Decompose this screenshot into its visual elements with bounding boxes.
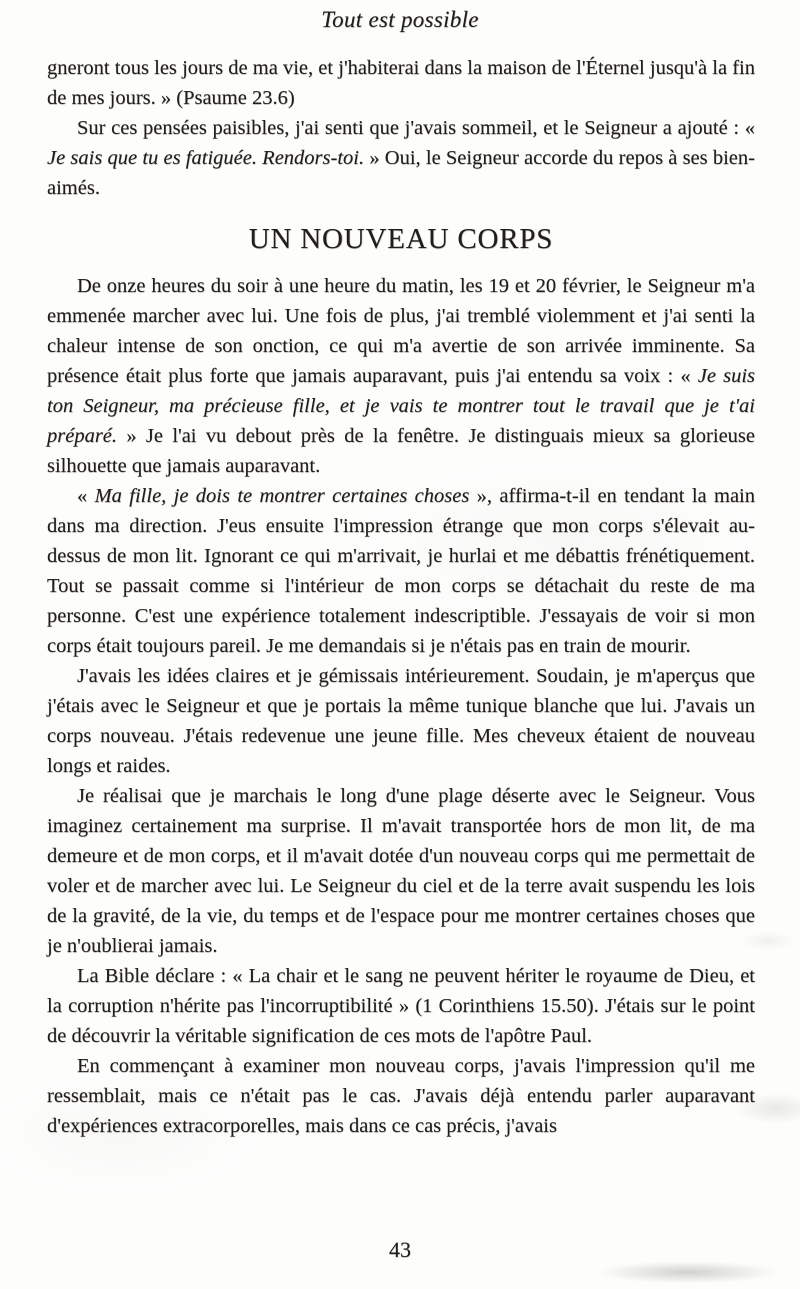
section-heading: UN NOUVEAU CORPS (248, 223, 554, 255)
text-run: Je sais que tu es fatiguée. Rendors-toi. (47, 147, 365, 169)
paragraph (47, 961, 755, 1051)
text-run: » Oui, le Seigneur accorde du repos à ses bien-aimés. (47, 147, 755, 199)
text-run: Ma fille, je dois te montrer certaines choses (94, 485, 470, 507)
paragraph (47, 113, 755, 203)
page-number: 43 (389, 1237, 411, 1262)
body-text (47, 53, 755, 1141)
text-run: J'avais les idées claires et je gémissais intérieurement. Soudain, je m'aperçus que j'étais avec le Seigneur et que je portais la même tunique blanche que lui. J'avais un corps nouveau. J'étais redevenue une jeune fille. Mes cheveux étaient de nouveau longs et raides. (47, 665, 755, 777)
text-run: », affirma-t-il en tendant la main dans ma direction. J'eus ensuite l'impression étrange que mon corps s'élevait au-dessus de mon lit. Ignorant ce qui m'arrivait, je hurlai et me débattis frénétiquement. Tout se passait comme si l'intérieur de mon corps se détachait du reste de ma personne. C'est une expérience totalement indescriptible. J'essayais de voir si mon corps était toujours pareil. Je me demandais si je n'étais pas en train de mourir. (47, 485, 755, 657)
text-run: En commençant à examiner mon nouveau corps, j'avais l'impression qu'il me ressemblait, mais ce n'était pas le cas. J'avais déjà entendu parler auparavant d'expériences extracorporelles, mais dans ce cas précis, j'avais (47, 1055, 755, 1137)
text-run: La Bible déclare : « La chair et le sang ne peuvent hériter le royaume de Dieu, et la corruption n'hérite pas l'incorruptibilité » (1 Corinthiens 15.50). J'étais sur le point de découvrir la véritable signification de ces mots de l'apôtre Paul. (47, 965, 755, 1047)
text-run: » Je l'ai vu debout près de la fenêtre. Je distinguais mieux sa glorieuse silhouette que jamais auparavant. (47, 425, 755, 477)
text-run: Je suis ton Seigneur, ma précieuse fille, et je vais te montrer tout le travail que je t'ai préparé. (47, 365, 755, 447)
paragraph (47, 661, 755, 781)
paragraph (47, 481, 755, 661)
running-header: Tout est possible (321, 7, 479, 32)
paragraph (47, 53, 755, 113)
paragraph (47, 781, 755, 961)
text-run: Je réalisai que je marchais le long d'une plage déserte avec le Seigneur. Vous imaginez certainement ma surprise. Il m'avait transportée hors de mon lit, de ma demeure et de mon corps, et il m'avait dotée d'un nouveau corps qui me permettait de voler et de marcher avec lui. Le Seigneur du ciel et de la terre avait suspendu les lois de la gravité, de la vie, du temps et de l'espace pour me montrer certaines choses que je n'oublierai jamais. (47, 785, 755, 957)
text-run: De onze heures du soir à une heure du matin, les 19 et 20 février, le Seigneur m'a emmenée marcher avec lui. Une fois de plus, j'ai tremblé violemment et j'ai senti la chaleur intense de son onction, ce qui m'a avertie de son arrivée imminente. Sa présence était plus forte que jamais auparavant, puis j'ai entendu sa voix : « (47, 275, 755, 387)
text-run: Sur ces pensées paisibles, j'ai senti que j'avais sommeil, et le Seigneur a ajouté : « (77, 117, 755, 139)
paragraph (47, 271, 755, 481)
paragraph (47, 1051, 755, 1141)
text-run: gneront tous les jours de ma vie, et j'habiterai dans la maison de l'Éternel jusqu'à la fin de mes jours. » (Psaume 23.6) (47, 57, 755, 109)
text-run: « (77, 485, 95, 507)
